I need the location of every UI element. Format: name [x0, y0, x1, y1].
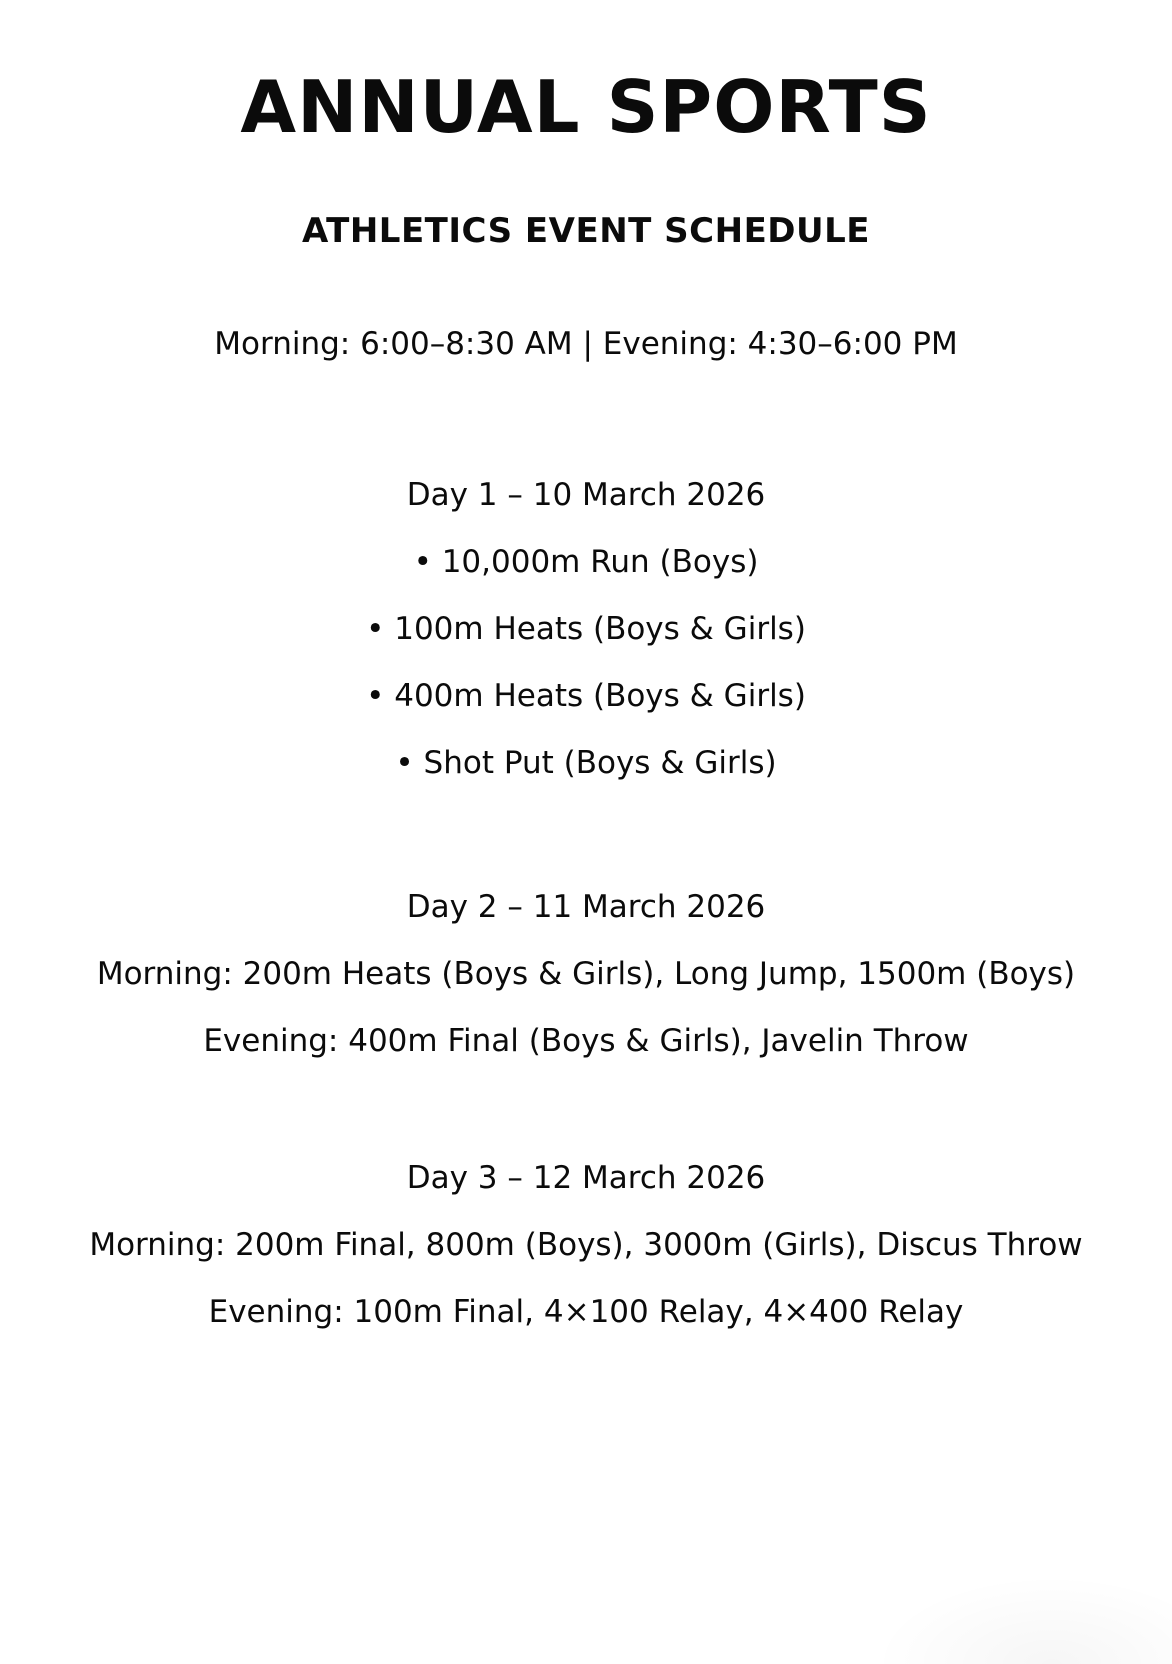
day-1-event-1: • 10,000m Run (Boys): [413, 544, 759, 580]
page-subtitle: ATHLETICS EVENT SCHEDULE: [301, 211, 871, 251]
day-1-section: [0, 462, 1172, 797]
day-1-heading: Day 1 – 10 March 2026: [406, 477, 766, 513]
day-3-heading: Day 3 – 12 March 2026: [406, 1160, 766, 1196]
corner-shading: [872, 1574, 1172, 1664]
day-2-morning-events: Morning: 200m Heats (Boys & Girls), Long Jump, 1500m (Boys): [96, 956, 1076, 992]
page-title: ANNUAL SPORTS: [240, 65, 932, 149]
day-3-morning-events: Morning: 200m Final, 800m (Boys), 3000m (Girls), Discus Throw: [89, 1227, 1083, 1263]
day-2-heading: Day 2 – 11 March 2026: [406, 889, 766, 925]
schedule-page: [0, 64, 1172, 1664]
session-times-line: Morning: 6:00–8:30 AM | Evening: 4:30–6:00 PM: [214, 326, 958, 362]
day-1-event-2: • 100m Heats (Boys & Girls): [366, 611, 806, 647]
day-3-section: [0, 1145, 1172, 1346]
day-1-event-4: • Shot Put (Boys & Girls): [395, 745, 777, 781]
day-1-event-3: • 400m Heats (Boys & Girls): [366, 678, 806, 714]
day-2-evening-events: Evening: 400m Final (Boys & Girls), Javelin Throw: [203, 1023, 969, 1059]
day-2-section: [0, 874, 1172, 1075]
day-3-evening-events: Evening: 100m Final, 4×100 Relay, 4×400 Relay: [208, 1294, 964, 1330]
schedule-document: [0, 64, 1172, 1346]
